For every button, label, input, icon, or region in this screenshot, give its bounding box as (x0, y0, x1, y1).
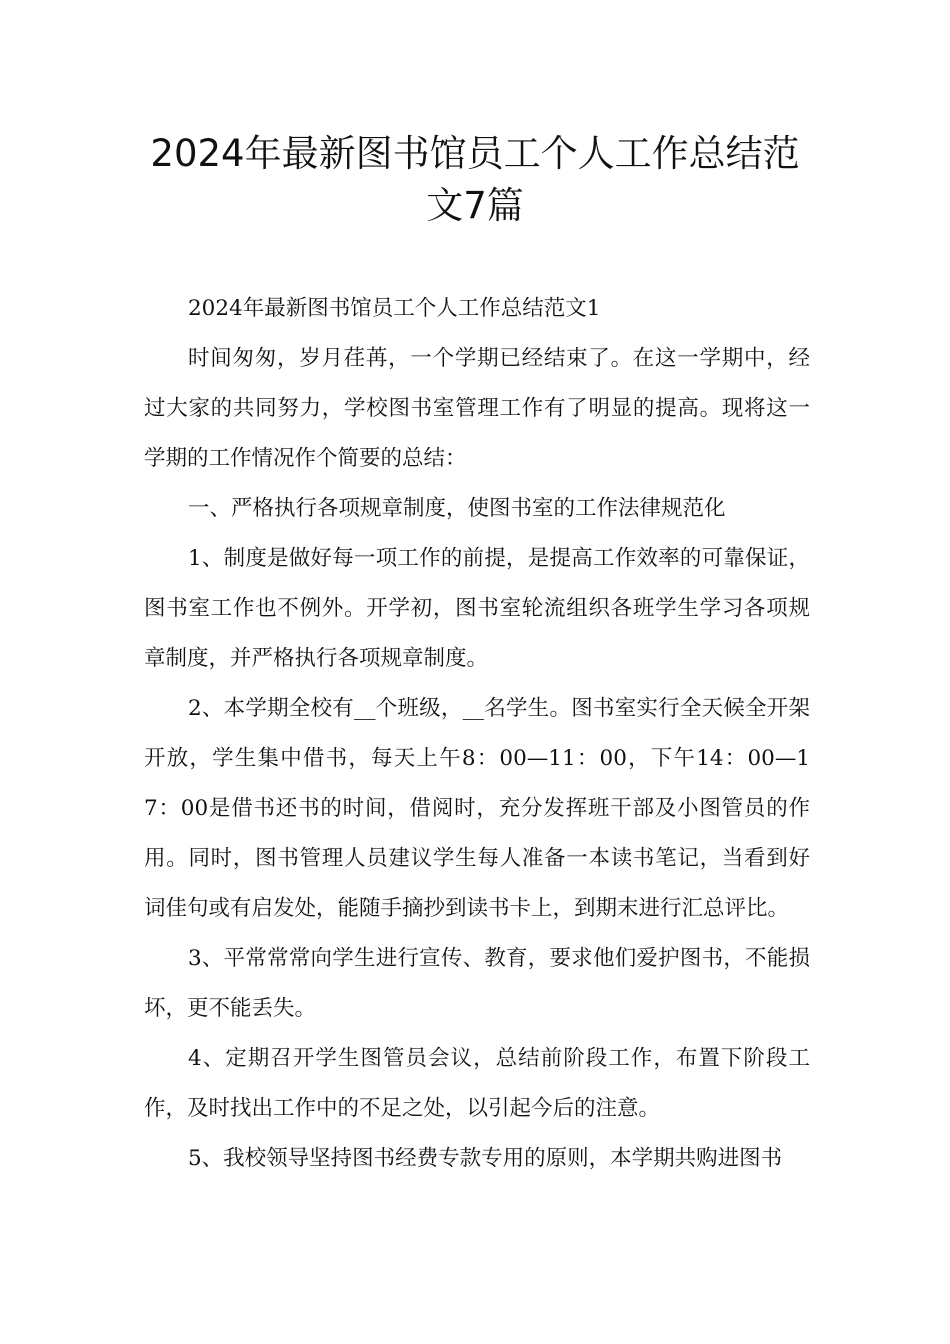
section-heading: 2024年最新图书馆员工个人工作总结范文1 (188, 296, 601, 321)
paragraph: 4、定期召开学生图管员会议，总结前阶段工作，布置下阶段工作，及时找出工作中的不足之处，以引起今后的注意。 (144, 1046, 810, 1121)
paragraph: 时间匆匆，岁月荏苒，一个学期已经结束了。在这一学期中，经过大家的共同努力，学校图书室管理工作有了明显的提高。现将这一学期的工作情况作个简要的总结： (144, 346, 810, 471)
section-heading: 一、严格执行各项规章制度，使图书室的工作法律规范化 (188, 496, 726, 521)
paragraph: 5、我校领导坚持图书经费专款专用的原则，本学期共购进图书 (188, 1146, 783, 1171)
paragraph: 1、制度是做好每一项工作的前提，是提高工作效率的可靠保证，图书室工作也不例外。开学初，图书室轮流组织各班学生学习各项规章制度，并严格执行各项规章制度。 (144, 546, 810, 671)
paragraph: 2、本学期全校有__个班级，__名学生。图书室实行全天候全开架开放，学生集中借书，每天上午8：00—11：00，下午14：00—17：00是借书还书的时间，借阅时，充分发挥班干部及小图管员的作用。同时，图书管理人员建议学生每人准备一本读书笔记，当看到好词佳句或有启发处，能随手摘抄到读书卡上，到期末进行汇总评比。 (144, 696, 810, 921)
document-title-line-2: 文7篇 (426, 184, 524, 227)
document-body (144, 284, 810, 1184)
paragraph: 3、平常常常向学生进行宣传、教育，要求他们爱护图书，不能损坏，更不能丢失。 (144, 946, 810, 1021)
document-title-line-1: 2024年最新图书馆员工个人工作总结范 (150, 132, 800, 175)
document-title (120, 128, 830, 232)
